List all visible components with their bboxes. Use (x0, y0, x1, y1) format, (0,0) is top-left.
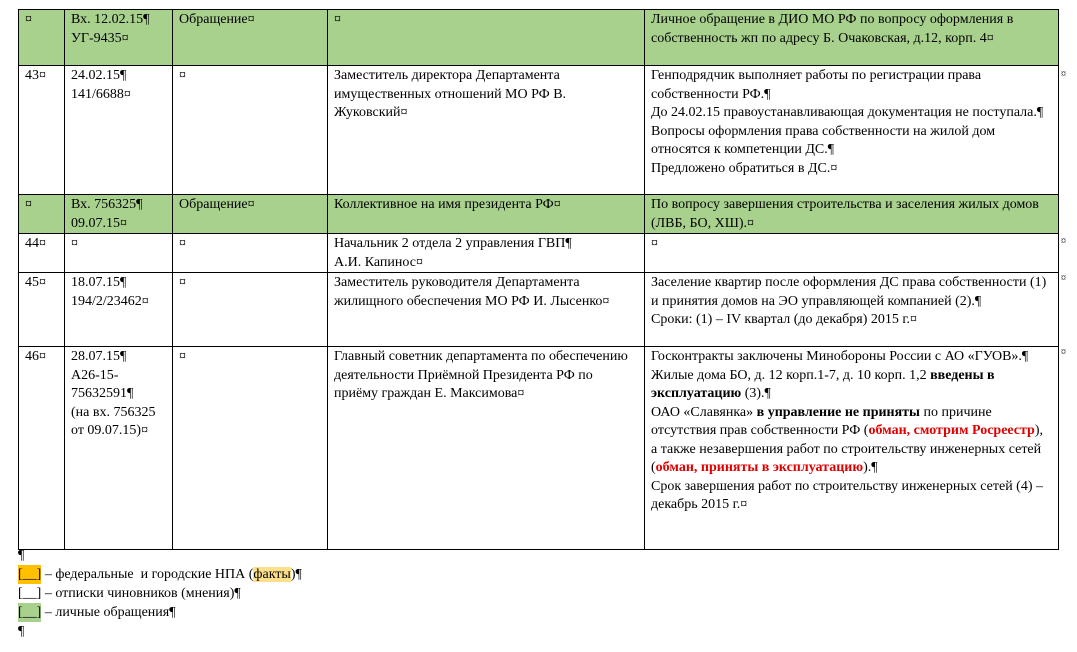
cell-line: УГ-9435¤ (71, 30, 129, 46)
legend (18, 546, 302, 641)
legend-text: – отписки чиновников (мнения)¶ (41, 586, 241, 601)
cell-line: Заместитель руководителя Департамента жилищного обеспечения МО РФ И. Лысенко¤ (334, 275, 610, 309)
table-row (19, 347, 1059, 550)
cell-line: (на вх. 756325 от 09.07.15)¤ (71, 404, 156, 438)
cell-line: 194/2/23462¤ (71, 293, 149, 309)
cell-line: 28.07.15¶ (71, 349, 127, 364)
number-cell (19, 347, 65, 550)
cell-line: 18.07.15¶ (71, 275, 127, 290)
cell-line: Генподрядчик выполняет работы по регистрации права собственности РФ.¶ (651, 68, 982, 102)
legend-item-personal (18, 603, 302, 622)
cell-line: Личное обращение в ДИО МО РФ по вопросу оформления в собственность жп по адресу Б. Очаковская, д.12, корп. 4¤ (651, 12, 1014, 46)
cell-line: ¤ (179, 275, 186, 290)
cell-line: Вх. 12.02.15¶ (71, 12, 150, 27)
row-end-mark: ¤ (1061, 273, 1066, 284)
cell-line: ¤ (334, 12, 341, 27)
cell-line: 24.02.15¶ (71, 68, 127, 83)
type-cell (173, 273, 328, 347)
cell-line: ¤ (651, 236, 658, 251)
text-run: в управление не приняты (756, 404, 920, 420)
text-run: по причине отсутствия прав собственности РФ ( (651, 404, 992, 438)
cell-line: ¤ (179, 68, 186, 83)
text-run: Жилые дома БО, д. 12 корп.1-7, д. 10 корп. 1,2 (651, 367, 931, 383)
author-cell (328, 66, 645, 195)
cell-line: Обращение¤ (179, 12, 255, 27)
author-cell (328, 10, 645, 66)
incoming-cell (65, 347, 173, 550)
table-row (19, 195, 1059, 234)
type-cell (173, 195, 328, 234)
incoming-cell (65, 10, 173, 66)
incoming-cell (65, 195, 173, 234)
content-cell (645, 234, 1059, 273)
row-end-mark: ¤ (1061, 347, 1066, 358)
incoming-cell (65, 66, 173, 195)
red-comment: обман, смотрим Росреестр (868, 423, 1035, 438)
type-cell (173, 10, 328, 66)
text-run: Госконтракты заключены Минобороны России с АО «ГУОВ».¶ (651, 349, 1029, 364)
table-row (19, 66, 1059, 195)
content-paragraph (651, 478, 1052, 515)
cell-line: По вопросу завершения строительства и заселения жилых домов (ЛВБ, БО, ХШ).¤ (651, 197, 1039, 231)
cell-line: Начальник 2 отдела 2 управления ГВП¶ (334, 236, 572, 251)
legend-item-npa (18, 565, 302, 584)
content-cell (645, 273, 1059, 347)
type-cell (173, 234, 328, 273)
cell-line: 46¤ (25, 349, 46, 364)
orange-swatch: [__] (18, 567, 42, 582)
cell-line: ¤ (179, 236, 186, 251)
author-cell (328, 195, 645, 234)
cell-line: Сроки: (1) – IV квартал (до декабря) 2015 г.¤ (651, 312, 918, 327)
table-row (19, 10, 1059, 66)
text-run: ), а также незавершения работ по строительству инженерных сетей ( (651, 423, 1044, 475)
content-paragraph (651, 348, 1052, 367)
legend-text: – личные обращения¶ (41, 605, 176, 620)
content-paragraph (651, 367, 1052, 404)
incoming-cell (65, 273, 173, 347)
legend-item-officials (18, 584, 302, 603)
cell-line: ¤ (179, 349, 186, 364)
legend-highlight: факты (253, 567, 291, 582)
content-paragraph (651, 404, 1052, 478)
text-run: Срок завершения работ по строительству инженерных сетей (4) – декабрь 2015 г.¤ (651, 478, 1044, 512)
number-cell (19, 10, 65, 66)
number-cell (19, 195, 65, 234)
cell-line: Заместитель директора Департамента имущественных отношений МО РФ В. Жуковский¤ (334, 68, 567, 120)
number-cell (19, 66, 65, 195)
cell-line: Предложено обратиться в ДС.¤ (651, 160, 838, 176)
red-comment: обман, приняты в эксплуатацию (655, 460, 864, 475)
cell-line: 44¤ (25, 236, 46, 251)
green-swatch: [__] (18, 605, 42, 620)
white-swatch: [__] (18, 586, 42, 601)
cell-line: А.И. Капинос¤ (334, 254, 423, 270)
cell-line: Заселение квартир после оформления ДС права собственности (1) и принятия домов на ЭО управляющей компанией (2).¶ (651, 275, 1047, 309)
text-run: ).¶ (863, 460, 878, 475)
content-cell (645, 195, 1059, 234)
type-cell (173, 347, 328, 550)
author-cell (328, 347, 645, 550)
author-cell (328, 234, 645, 273)
content-cell (645, 10, 1059, 66)
content-cell (645, 347, 1059, 550)
cell-line: До 24.02.15 правоустанавливающая документация не поступала.¶ (651, 105, 1044, 120)
cell-line: ¤ (25, 197, 32, 212)
cell-line: 141/6688¤ (71, 86, 131, 102)
cell-line: Вопросы оформления права собственности на жилой дом относятся к компетенции ДС.¶ (651, 123, 996, 157)
author-cell (328, 273, 645, 347)
empty-paragraph: ¶ (18, 548, 25, 563)
cell-line: 09.07.15¤ (71, 215, 127, 231)
type-cell (173, 66, 328, 195)
legend-text: – федеральные и городские НПА ( (41, 567, 254, 582)
empty-paragraph: ¶ (18, 624, 25, 639)
text-run: (3).¶ (741, 386, 771, 401)
cell-line: Главный советник департамента по обеспечению деятельности Приёмной Президента РФ по приёму граждан Е. Максимова¤ (334, 349, 628, 401)
incoming-cell (65, 234, 173, 273)
cell-line: Вх. 756325¶ (71, 197, 143, 212)
content-cell (645, 66, 1059, 195)
cell-line: 43¤ (25, 68, 46, 83)
document-table (18, 9, 1059, 550)
cell-line: 45¤ (25, 275, 46, 290)
number-cell (19, 273, 65, 347)
table-row (19, 234, 1059, 273)
cell-line: А26-15-75632591¶ (71, 367, 134, 401)
cell-line: Обращение¤ (179, 197, 255, 212)
cell-line: ¤ (25, 12, 32, 27)
table-row (19, 273, 1059, 347)
number-cell (19, 234, 65, 273)
row-end-mark: ¤ (1061, 69, 1066, 80)
text-run: введены в эксплуатацию (651, 367, 995, 401)
cell-line: ¤ (71, 236, 78, 251)
legend-text: )¶ (290, 567, 302, 582)
cell-line: Коллективное на имя президента РФ¤ (334, 197, 561, 212)
text-run: ОАО «Славянка» (651, 404, 757, 420)
row-end-mark: ¤ (1061, 236, 1066, 247)
